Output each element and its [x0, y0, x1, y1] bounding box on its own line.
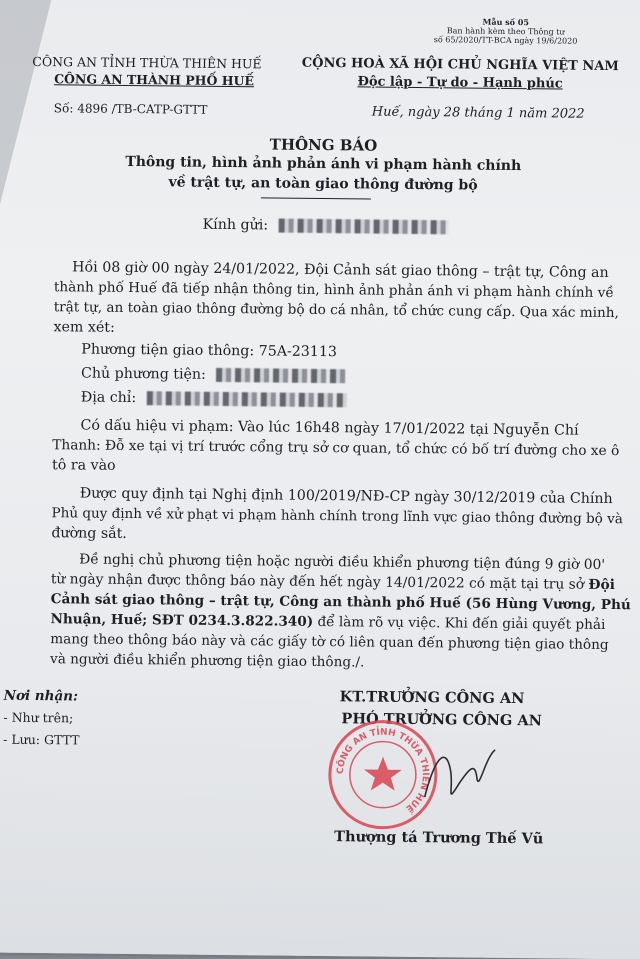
place-date: Huế, ngày 28 tháng 1 năm 2022: [371, 104, 585, 122]
address-label: Địa chỉ:: [80, 389, 137, 407]
form-reference: [431, 17, 581, 46]
title-underline: [261, 197, 371, 199]
vehicle-plate: 75A-23113: [258, 343, 338, 361]
legal-line-1: Được quy định tại Nghị định 100/2019/NĐ-CP ngày 30/12/2019 của Chính: [79, 485, 613, 508]
owner-label: Chủ phương tiện:: [80, 365, 206, 383]
request-line-2-bold: Đội: [588, 576, 616, 594]
document-subtitle-1: Thông tin, hình ảnh phản ánh vi phạm hành chính: [125, 153, 522, 175]
agency-city: CÔNG AN THÀNH PHỐ HUẾ: [54, 71, 255, 89]
redacted-address: [147, 391, 347, 407]
request-line-4-text: để làm rõ vụ việc. Khi đến giải quyết phải: [313, 613, 606, 633]
request-line-2-text: từ ngày nhận được thông báo này đến hết ngày 14/01/2022 có mặt tại trụ sở: [50, 571, 585, 593]
owner-line: [81, 363, 347, 386]
request-line-5: mang theo thông báo này và các giấy tờ có liên quan đến phương tiện giao thông: [50, 631, 609, 654]
violation-line-3: tô ra vào: [52, 457, 116, 474]
vehicle-label: Phương tiện giao thông:: [81, 341, 255, 360]
intro-line-2: thành phố Huế đã tiếp nhận thông tin, hình ảnh phản ánh vi phạm hành chính về: [53, 279, 614, 302]
legal-line-2: Phủ quy định về xử phạt vi phạm hành chính trong lĩnh vực giao thông đường bộ và: [51, 505, 623, 528]
request-line-6: và người điều khiển phương tiện giao thông./.: [49, 651, 365, 671]
intro-line-1: Hồi 08 giờ 00 ngày 24/01/2022, Đội Cảnh sát giao thông – trật tự, Công an: [72, 259, 609, 282]
nation-motto: Độc lập - Tự do - Hạnh phúc: [357, 74, 563, 92]
request-line-1: Đề nghị chủ phương tiện hoặc người điều khiển phương tiện đúng 9 giờ 00': [79, 551, 606, 573]
addressee-label: Kính gửi:: [202, 216, 269, 234]
nation-name: CỘNG HOÀ XÃ HỘI CHỦ NGHĨA VIỆT NAM: [301, 55, 619, 75]
recipients-label: Nơi nhận:: [3, 687, 79, 705]
intro-line-3: trật tự, an toàn giao thông đường bộ do cá nhân, tổ chức cung cấp. Qua xác minh,: [53, 299, 619, 322]
document-title: THÔNG BÁO: [269, 135, 378, 155]
violation-line-1: Có dấu hiệu vi phạm: Vào lúc 16h48 ngày 17/01/2022 tại Nguyễn Chí: [80, 417, 579, 439]
addressee-line: [203, 215, 449, 238]
redacted-addressee: [279, 219, 449, 235]
form-number: Mẫu số 05: [482, 16, 530, 28]
stamp-text: CÔNG AN TỈNH THỪA THIÊN HUẾ: [335, 727, 430, 814]
redacted-owner: [216, 368, 346, 383]
signer-name: Thượng tá Trương Thế Vũ: [334, 828, 544, 848]
form-issued-by: Ban hành kèm theo Thông tư: [446, 26, 565, 37]
folded-corner: [0, 0, 53, 243]
address-line: [81, 387, 347, 410]
signature-title-2: PHÓ TRƯỞNG CÔNG AN: [341, 710, 542, 730]
vehicle-line: [81, 339, 337, 362]
request-line-3: Cảnh sát giao thông – trật tự, Công an thành phố Huế (56 Hùng Vương, Phú: [50, 591, 631, 614]
intro-line-4: xem xét:: [53, 319, 115, 336]
request-line-4-bold: Nhuận, Huế; SĐT 0234.3.822.340): [50, 611, 314, 630]
signature-title-1: KT.TRƯỞNG CÔNG AN: [339, 688, 525, 708]
handwritten-signature: [414, 737, 505, 818]
recipients-block: [3, 685, 80, 752]
form-circular: số 65/2020/TT-BCA ngày 19/6/2020: [433, 35, 578, 46]
recipient-item-1: - Như trên;: [3, 709, 74, 726]
document-number: Số: 4896 /TB-CATP-GTTT: [53, 101, 208, 117]
legal-line-3: đường sắt.: [51, 525, 127, 542]
agency-province: CÔNG AN TỈNH THỪA THIÊN HUẾ: [32, 53, 262, 72]
document-subtitle-2: về trật tự, an toàn giao thông đường bộ: [168, 174, 478, 194]
violation-line-2: Thanh: Đỗ xe tại vị trí trước cổng trụ sở cơ quan, tổ chức có bố trí đường cho xe ô: [52, 437, 620, 460]
agency-header: [32, 53, 262, 89]
national-header: [300, 56, 620, 92]
recipient-item-2: - Lưu: GTTT: [3, 731, 80, 748]
